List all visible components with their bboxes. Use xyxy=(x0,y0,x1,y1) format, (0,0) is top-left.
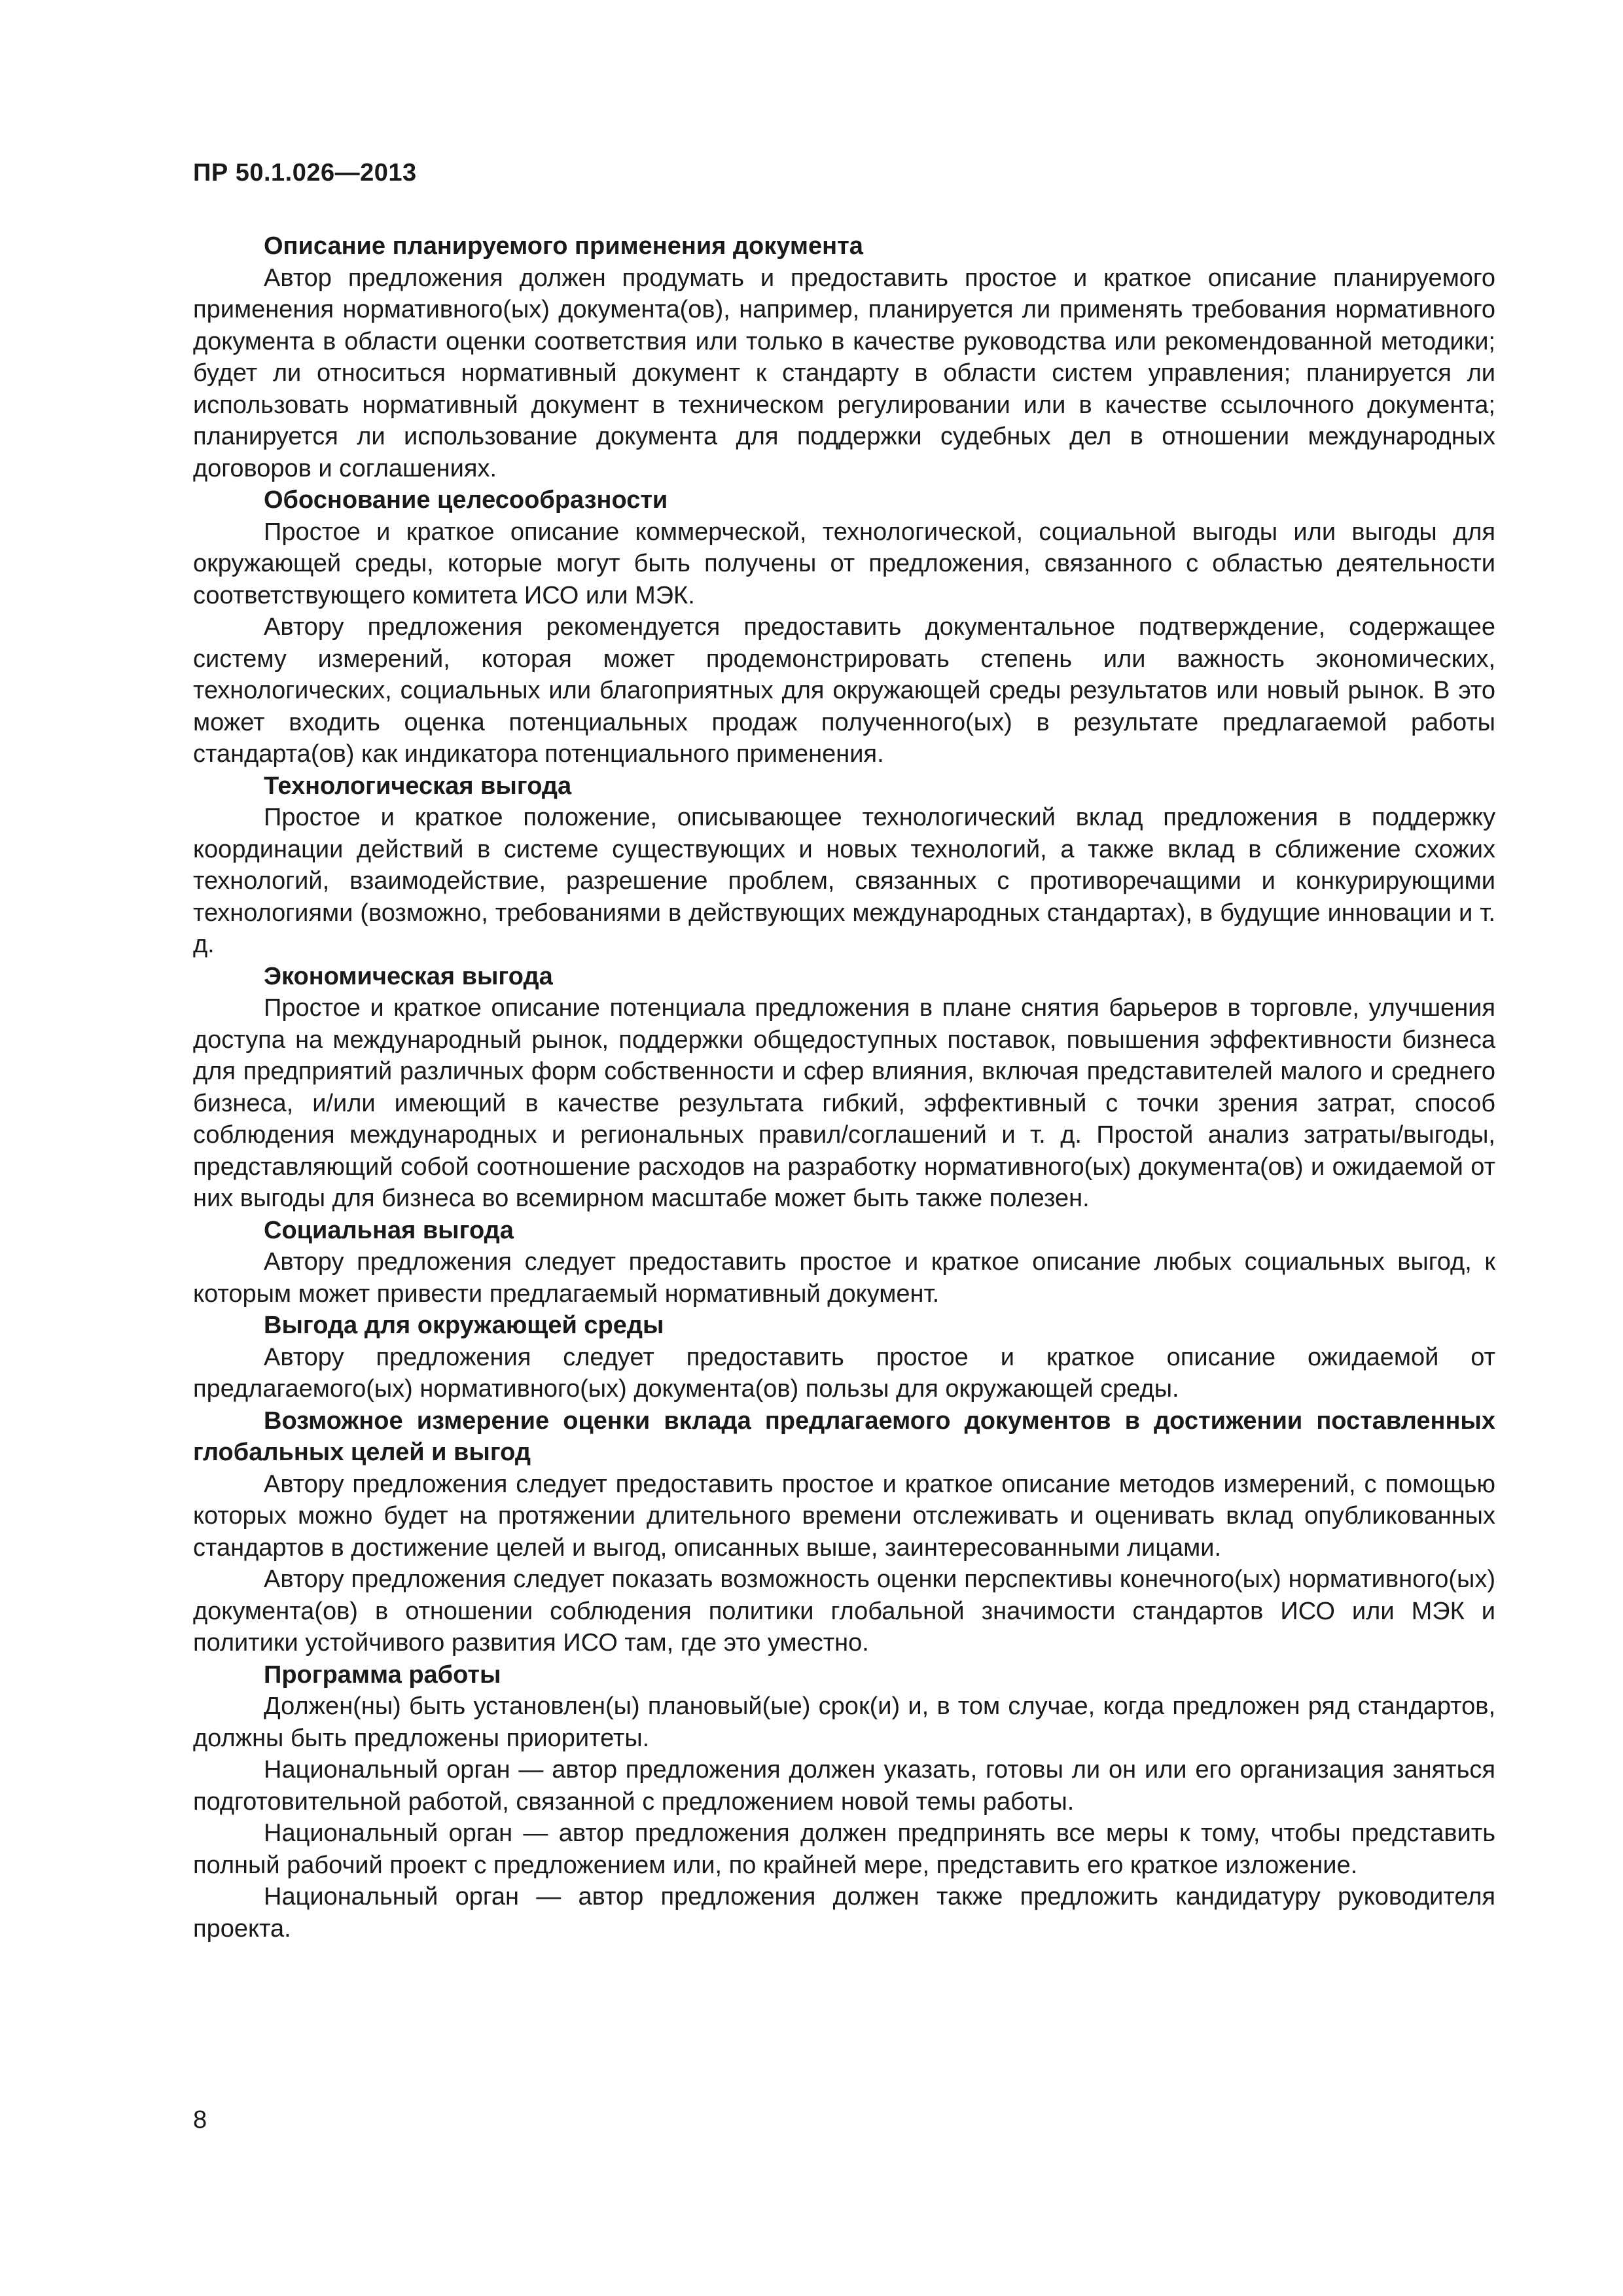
section-heading: Обоснование целесообразности xyxy=(264,486,668,514)
section-justification xyxy=(193,484,1495,770)
paragraph: Простое и краткое описание потенциала предложения в плане снятия барьеров в торговле, улучшения доступа на международный рынок, поддержки общедоступных поставок, повышения эффективности бизнеса для предприятий различных форм собственности и сфер влияния, включая представителей малого и среднего бизнеса, и/или имеющий в качестве результата гибкий, эффективный с точки зрения затрат, способ соблюдения международных и региональных правил/соглашений и т. д. Простой анализ затраты/выгоды, представляющий собой соотношение расходов на разработку нормативного(ых) документа(ов) и ожидаемой от них выгоды для бизнеса во всемирном масштабе может быть также полезен. xyxy=(193,994,1495,1212)
section-measurement xyxy=(193,1405,1495,1659)
paragraph: Автор предложения должен продумать и предоставить простое и краткое описание планируемого применения нормативного(ых) документа(ов), например, планируется ли применять требования нормативного документа в области оценки соответствия или только в качестве руководства или рекомендованной методики; будет ли относиться нормативный документ к стандарту в области систем управления; планируется ли использовать нормативный документ в техническом регулировании или в качестве ссылочного документа; планируется ли использование документа для поддержки судебных дел в отношении международных договоров и соглашениях. xyxy=(193,264,1495,482)
document-code: ПР 50.1.026—2013 xyxy=(193,159,417,187)
section-work-programme xyxy=(193,1659,1495,1945)
paragraph: Автору предложения следует предоставить простое и краткое описание ожидаемой от предлагаемого(ых) нормативного(ых) документа(ов) пользы для окружающей среды. xyxy=(193,1343,1495,1403)
paragraph: Автору предложения следует предоставить простое и краткое описание методов измерений, с помощью которых можно будет на протяжении длительного времени отслеживать и оценивать вклад опубликованных стандартов в достижение целей и выгод, описанных выше, заинтересованными лицами. xyxy=(193,1470,1495,1562)
section-heading: Программа работы xyxy=(264,1660,501,1689)
section-heading: Экономическая выгода xyxy=(264,962,553,990)
paragraph: Простое и краткое положение, описывающее технологический вклад предложения в поддержку координации действий в системе существующих и новых технологий, а также вклад в сближение схожих технологий, взаимодействие, разрешение проблем, связанных с противоречащими и конкурирующими технологиями (возможно, требованиями в действующих международных стандартах), в будущие инновации и т. д. xyxy=(193,804,1495,958)
section-environmental-benefit xyxy=(193,1310,1495,1405)
paragraph: Простое и краткое описание коммерческой, технологической, социальной выгоды или выгоды для окружающей среды, которые могут быть получены от предложения, связанного с областью деятельности соответствующего комитета ИСО или МЭК. xyxy=(193,518,1495,609)
paragraph: Национальный орган — автор предложения должен предпринять все меры к тому, чтобы представить полный рабочий проект с предложением или, по крайней мере, представить его краткое изложение. xyxy=(193,1820,1495,1879)
paragraph: Национальный орган — автор предложения должен указать, готовы ли он или его организация заняться подготовительной работой, связанной с предложением новой темы работы. xyxy=(193,1756,1495,1816)
paragraph: Автору предложения рекомендуется предоставить документальное подтверждение, содержащее систему измерений, которая может продемонстрировать степень или важность экономических, технологических, социальных или благоприятных для окружающей среды результатов или новый рынок. В это может входить оценка потенциальных продаж полученного(ых) в результате предлагаемой работы стандарта(ов) как индикатора потенциального применения. xyxy=(193,613,1495,768)
section-heading: Выгода для окружающей среды xyxy=(264,1312,664,1339)
paragraph: Должен(ны) быть установлен(ы) плановый(ые) срок(и) и, в том случае, когда предложен ряд стандартов, должны быть предложены приоритеты. xyxy=(193,1693,1495,1752)
document-body xyxy=(193,230,1495,1945)
paragraph: Автору предложения следует показать возможность оценки перспективы конечного(ых) нормативного(ых) документа(ов) в отношении соблюдения политики глобальной значимости стандартов ИСО или МЭК и политики устойчивого развития ИСО там, где это уместно. xyxy=(193,1566,1495,1657)
section-heading: Социальная выгода xyxy=(264,1216,514,1244)
section-heading: Возможное измерение оценки вклада предлагаемого документов в достижении поставленных глобальных целей и выгод xyxy=(193,1407,1495,1466)
section-social-benefit xyxy=(193,1215,1495,1310)
section-intended-use xyxy=(193,230,1495,484)
section-heading: Описание планируемого применения документа xyxy=(264,232,863,260)
section-heading: Технологическая выгода xyxy=(264,772,572,800)
section-technological-benefit xyxy=(193,770,1495,961)
paragraph: Национальный орган — автор предложения должен также предложить кандидатуру руководителя проекта. xyxy=(193,1883,1495,1943)
paragraph: Автору предложения следует предоставить простое и краткое описание любых социальных выгод, к которым может привести предлагаемый нормативный документ. xyxy=(193,1248,1495,1308)
page-number: 8 xyxy=(193,2106,207,2134)
section-economic-benefit xyxy=(193,961,1495,1215)
